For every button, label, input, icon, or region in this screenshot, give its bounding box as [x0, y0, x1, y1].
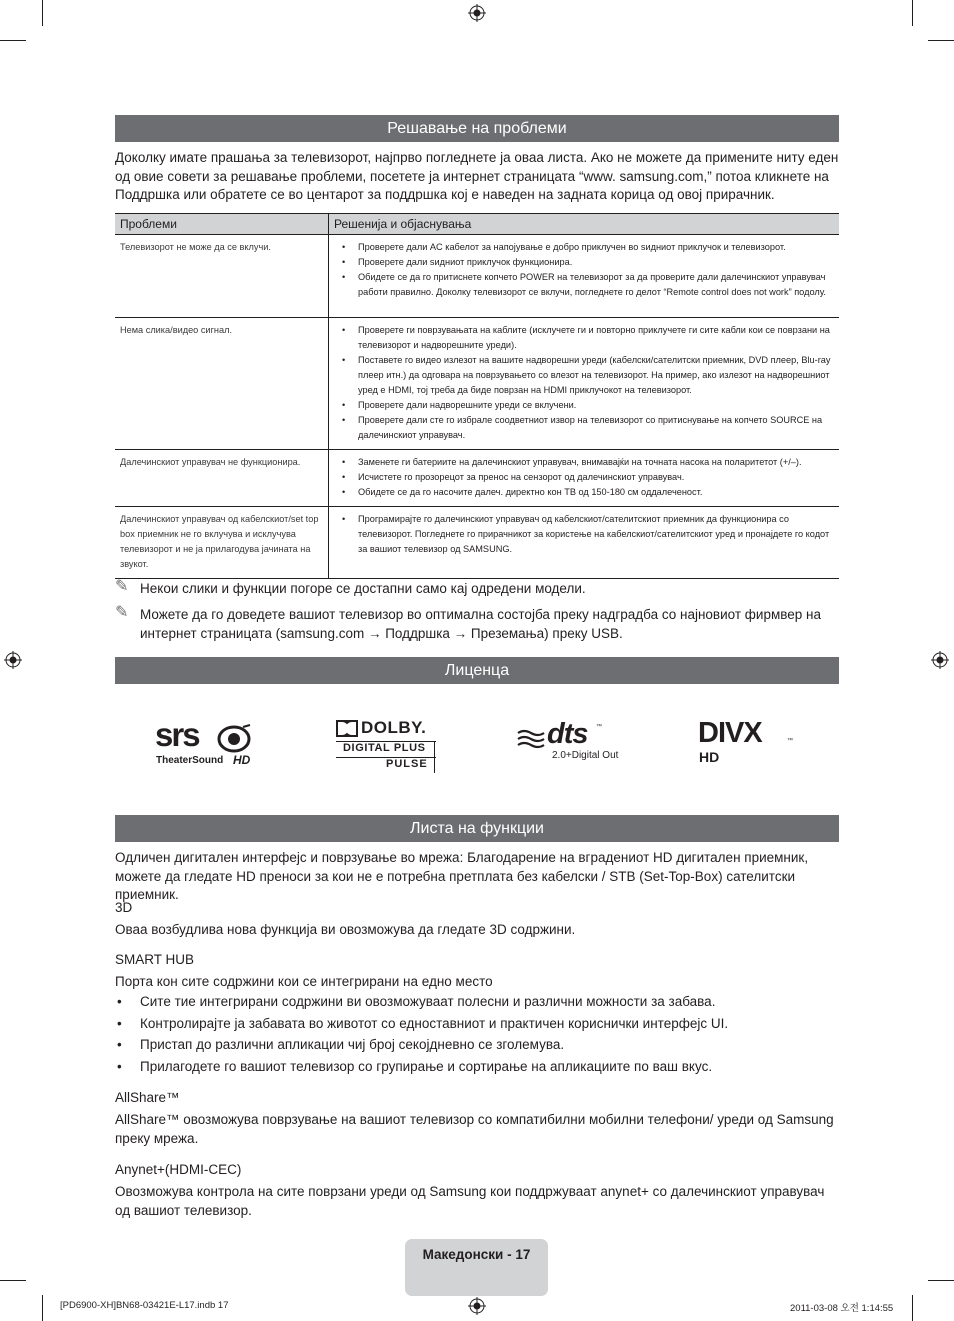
smarthub-bullet-list	[115, 991, 839, 1077]
list-item: • Проверете ги поврзувањата на каблите (исклучете ги и повторно приклучете ги сите кабли кои се поврзани на телевизорот и надворешните уреди).	[334, 323, 834, 353]
list-item: • Проверете дали сте го избрале соодветниот извор на телевизорот со притиснување на копчето SOURCE на далечинскиот управувач.	[334, 413, 834, 443]
dts-waves-icon	[516, 729, 546, 749]
table-row	[115, 235, 839, 318]
dolby-main-text: DOLBY.	[361, 718, 427, 737]
srs-hd-text: HD	[233, 753, 251, 767]
solution-cell	[329, 450, 840, 507]
column-header-problems: Проблеми	[115, 214, 329, 235]
registration-mark-icon	[468, 4, 486, 22]
note-firmware	[115, 605, 839, 643]
list-item: • Проверете дали ѕидниот приклучок функционира.	[334, 255, 834, 270]
dts-main-text: dts	[547, 718, 588, 750]
page-number-tab: Македонски - 17	[405, 1239, 548, 1296]
srs-sub-text: TheaterSound	[156, 755, 224, 766]
feature-smarthub-title: SMART HUB	[115, 952, 195, 967]
table-row	[115, 450, 839, 507]
crop-mark	[42, 0, 43, 26]
crop-mark	[928, 40, 954, 41]
list-item: • Проверете дали надворешните уреди се вклучени.	[334, 398, 834, 413]
solution-cell	[329, 318, 840, 450]
crop-mark	[0, 1280, 26, 1281]
dolby-dd-icon	[336, 720, 358, 737]
table-header-row	[115, 214, 839, 235]
problem-cell: Телевизорот не може да се вклучи.	[115, 235, 329, 318]
section-header-features: Листа на функции	[115, 815, 839, 842]
problem-cell: Нема слика/видео сигнал.	[115, 318, 329, 450]
divx-tm: ™	[787, 738, 793, 744]
dolby-rule	[434, 741, 435, 773]
list-item: • Обидете се да го насочите далеч. директно кон ТВ од 150-180 см оддалеченост.	[334, 485, 834, 500]
footer-timestamp: 2011-03-08 오전 1:14:55	[790, 1303, 894, 1314]
srs-logo	[155, 716, 260, 770]
note-text: Можете да го доведете вашиот телевизор во оптимална состојба преку надградба со најновиот фирмвер на интернет страницата (samsung.com → Поддршка → Преземања) преку USB.	[140, 607, 821, 641]
feature-3d-title: 3D	[115, 900, 133, 915]
features-intro: Одличен дигитален интерфејс и поврзување во мрежа: Благодарение на вградениот HD дигитален приемник, можете да гледате HD преноси за кои не е потребна претплата без кабелски / STB (Set-Top-Box) сателитски приемник.	[115, 850, 809, 902]
feature-anynet-text: Овозможува контрола на сите поврзани уреди од Samsung кои поддржуваат anynet+ со далечинскиот управувач од вашиот телевизор.	[115, 1184, 825, 1218]
list-item: • Пристап до различни апликации чиј број секојдневно се зголемува.	[115, 1034, 839, 1056]
crop-mark	[912, 0, 913, 26]
list-item: • Контролирајте ја забавата во животот со едноставниот и практичен кориснички интерфејс UI.	[115, 1013, 839, 1035]
crop-mark	[42, 1295, 43, 1321]
divx-logo	[698, 717, 798, 768]
solution-cell	[329, 507, 840, 579]
list-item: • Проверете дали AC кабелот за напојување е добро приклучен во ѕидниот приклучок и телевизорот.	[334, 240, 834, 255]
registration-mark-icon	[468, 1297, 486, 1315]
note-text: Некои слики и функции погоре се достапни само кај одредени модели.	[140, 581, 586, 596]
troubleshooting-table	[115, 213, 839, 579]
dts-logo	[516, 718, 626, 768]
dolby-line2-text: PULSE	[386, 758, 428, 770]
problem-cell: Далечинскиот управувач од кабелскиот/set top box приемник не го вклучува и исклучува телевизорот и не ја прилагодува јачината на звукот.	[115, 507, 329, 579]
column-header-solutions: Решенија и објаснувања	[329, 214, 840, 235]
crop-mark	[928, 1280, 954, 1281]
dolby-line1-text: DIGITAL PLUS	[343, 742, 426, 754]
pencil-note-icon: ✎	[115, 578, 129, 595]
troubleshooting-intro: Доколку имате прашања за телевизорот, најпрво погледнете ја оваа листа. Ако не можете да примените ниту еден од овие совети за решавање проблеми, посетете ја интернет страницата “www. samsung.com,” потоа кликнете на Поддршка или обратете се во центарот за поддршка кој е наведен на задната корица од овој прирачник.	[115, 150, 839, 202]
feature-smarthub-text: Порта кон сите содржини кои се интегрирани на едно место	[115, 974, 493, 989]
list-item: • Поставете го видео излезот на вашите надворешни уреди (кабелски/сателитски приемник, DVD плеер, Blu-ray плеер итн.) да одговара на поврзувањето со влезот на телевизорот. На пример, ако излезот на надворешниот уред е HDMI, тој треба да биде поврзан на HDMI приклучокот на телевизорот.	[334, 353, 834, 398]
footer-file-info: [PD6900-XH]BN68-03421E-L17.indb 17	[60, 1300, 229, 1311]
solution-cell	[329, 235, 840, 318]
table-row	[115, 318, 839, 450]
table-row	[115, 507, 839, 579]
list-item: • Обидете се да го притиснете копчето POWER на телевизорот за да проверите дали далечинскиот управувач работи правилно. Доколку телевизорот се вклучи, погледнете го делот “Remote control does not work” подолу.	[334, 270, 834, 300]
list-item: • Прилагодете го вашиот телевизор со групирање и сортирање на апликациите по ваш вкус.	[115, 1056, 839, 1078]
feature-3d-text: Оваа возбудлива нова функција ви овозможува да гледате 3D содржини.	[115, 922, 576, 937]
list-item: • Заменете ги батериите на далечинскиот управувач, внимавајќи на точната насока на поларитетот (+/–).	[334, 455, 834, 470]
feature-anynet-title: Anynet+(HDMI-CEC)	[115, 1162, 242, 1177]
registration-mark-icon	[931, 651, 949, 669]
srs-logo-text: srs	[155, 716, 199, 753]
registration-mark-icon	[4, 651, 22, 669]
pencil-note-icon: ✎	[115, 604, 129, 621]
crop-mark	[0, 40, 26, 41]
list-item: • Сите тие интегрирани содржини ви овозможуваат полесни и различни можности за забава.	[115, 991, 839, 1013]
divx-main-text: DIVX	[698, 717, 762, 749]
list-item: • Програмирајте го далечинскиот управувач од кабелскиот/сателитскиот приемник да функционира со телевизорот. Погледнете го прирачникот за користење на кабелскиот/сателитскиот уред и пронајдете го кодот за вашиот телевизор од SAMSUNG.	[334, 512, 834, 557]
note-models	[115, 579, 839, 598]
crop-mark	[912, 1295, 913, 1321]
problem-cell: Далечинскиот управувач не функционира.	[115, 450, 329, 507]
dts-sub-text: 2.0+Digital Out	[552, 750, 619, 761]
list-item: • Исчистете го прозорецот за пренос на сензорот од далечинскиот управувач.	[334, 470, 834, 485]
srs-eye-icon	[217, 724, 251, 754]
dolby-logo	[336, 720, 438, 774]
feature-allshare-text: AllShare™ овозможува поврзување на вашиот телевизор со компатибилни мобилни телефони/ уреди од Samsung преку мрежа.	[115, 1112, 834, 1146]
section-header-troubleshooting: Решавање на проблеми	[115, 115, 839, 142]
dts-tm: ™	[596, 724, 602, 730]
feature-allshare-title: AllShare™	[115, 1090, 180, 1105]
section-header-license: Лиценца	[115, 657, 839, 684]
divx-hd-text: HD	[699, 749, 720, 765]
